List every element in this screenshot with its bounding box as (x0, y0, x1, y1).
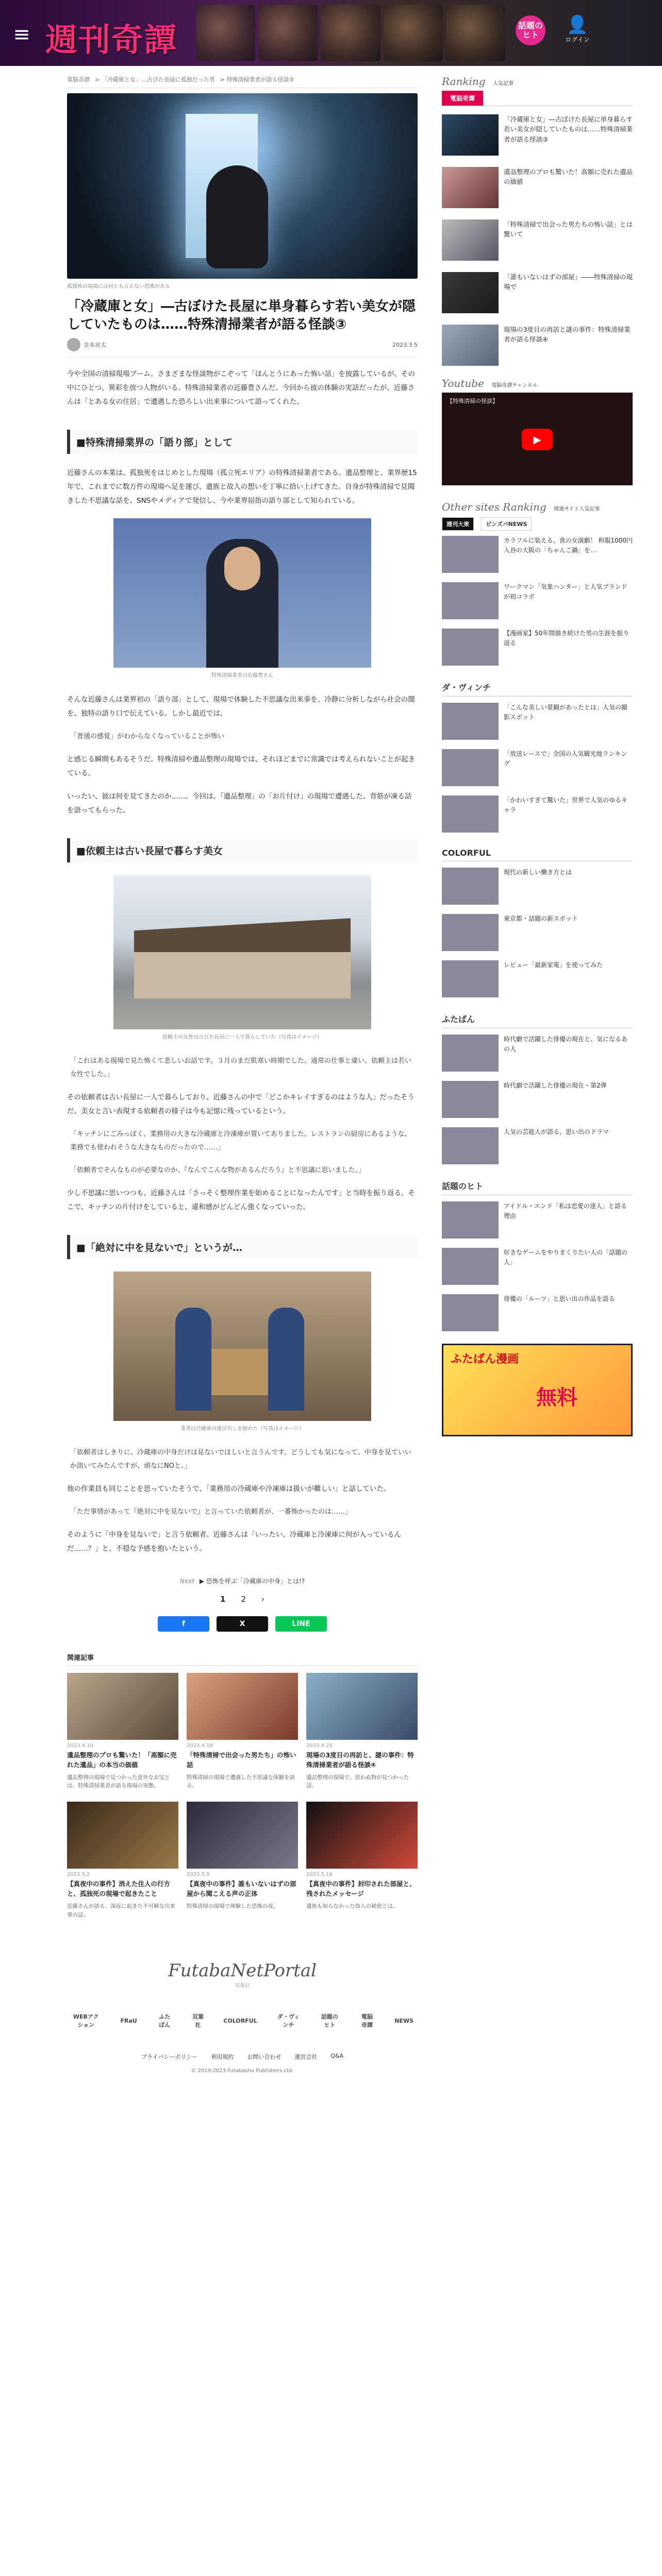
ranking-item[interactable] (442, 272, 633, 313)
brand-tab[interactable]: 週刊大衆 (442, 517, 474, 531)
related-date: 2023.5.16 (306, 1872, 333, 1878)
next-text: ▶ 恐怖を呼ぶ「冷蔵庫の中身」とは!? (199, 1578, 305, 1585)
paragraph: そのように「中身を見ないで」と言う依頼者。近藤さんは「いったい、冷蔵庫と冷凍庫に何が入っているんだ……？」と、不穏な予感を抱いたという。 (67, 1531, 401, 1553)
author-name: 金本亮太 (84, 342, 106, 349)
related-thumbnail (306, 1802, 418, 1869)
hero-image (67, 93, 418, 279)
other-thumbnail (442, 629, 499, 666)
site-header (0, 0, 662, 66)
other-thumbnail (442, 795, 499, 833)
footer-logo[interactable]: WEBアクション (73, 2013, 99, 2029)
portal-sub: 双葉社 (235, 1983, 250, 1989)
woman-silhouette (206, 165, 268, 268)
other-thumbnail (442, 1248, 499, 1285)
article-meta (67, 338, 418, 358)
ranking-thumbnail (442, 114, 499, 156)
paragraph: と感じる瞬間もあるそうだ。特殊清掃や遺品整理の現場では、それほどまでに常識では考えられないことが起きている。 (67, 755, 415, 778)
related-date: 2023.4.25 (306, 1743, 333, 1749)
other-thumbnail (442, 1035, 499, 1072)
page-number[interactable]: 2 (241, 1595, 246, 1604)
other-item[interactable] (442, 795, 633, 833)
footer-logo[interactable]: 電脳奇譚 (361, 2013, 373, 2029)
related-thumbnail (67, 1673, 178, 1740)
other-item[interactable] (442, 703, 633, 740)
worker-figure (175, 1308, 211, 1411)
hamburger-menu-icon[interactable]: ≡ (13, 23, 30, 46)
manga-badge: 無料 (536, 1386, 577, 1410)
facebook-share-button[interactable]: f (158, 1616, 209, 1632)
ranking-title: Ranking (442, 75, 486, 88)
footer-logo[interactable]: COLORFUL (223, 2017, 257, 2024)
related-title: 「特殊清掃で出会った男たち」の怖い話 (187, 1751, 296, 1769)
other-thumbnail (442, 703, 499, 740)
related-title: 【真夜中の事件】消えた住人の行方と、孤独死の現場で起きたこと (67, 1880, 171, 1898)
other-title: アイドル・エンド「私は恋愛の達人」と語る理由 (504, 1202, 627, 1219)
image-caption: 特殊清掃業者の近藤豊さん (211, 673, 273, 679)
footer (67, 1960, 418, 2084)
paragraph: そんな近藤さんは業界初の「語り部」として、現場で体験した不思議な出来事を、冷静に分析しながら社会の闇を、独特の語り口で伝えている。しかし最近では、 (67, 696, 415, 718)
article-title: 「冷蔵庫と女」―古ぼけた長屋に単身暮らす若い美女が隠していたものは……特殊清掃業者が語る怪談③ (67, 299, 416, 333)
breadcrumb-item[interactable]: 「冷蔵庫と女」…古びた長屋に孤独だった男 (101, 76, 215, 83)
other-thumbnail (442, 1127, 499, 1164)
quote: 「依頼者はしきりに、冷蔵庫の中身だけは見ないでほしいと言うんです。どうしても気になって、中身を見ていいか訊いてみたんですが、頑なにNOと。」 (70, 1449, 411, 1470)
other-title: 好きなゲームをやりまくりたい人の「話題の人」 (504, 1249, 628, 1266)
header-image (258, 5, 318, 61)
share-buttons (67, 1616, 418, 1632)
related-thumbnail (67, 1802, 178, 1869)
other-title: カラフルに装える、食の女演劇！ 和服1000円入谷の大阪の「ちゃんこ鍋」を… (504, 537, 633, 554)
other-title: 【漫画家】50年間描き続けた男の生涯を振り返る (504, 630, 630, 647)
footer-logo[interactable]: 双葉社 (192, 2013, 204, 2029)
article-column (67, 66, 418, 2084)
other-item[interactable] (442, 1035, 633, 1072)
other-item[interactable] (442, 536, 633, 573)
worker-figure (268, 1308, 304, 1411)
other-thumbnail (442, 868, 499, 905)
footer-logo[interactable]: ふたばん (159, 2013, 171, 2029)
related-title: 現場の3度目の再訪と、謎の事件：特殊清掃業者が語る怪談④ (306, 1751, 414, 1769)
footer-link[interactable]: プライバシーポリシー (141, 2054, 198, 2061)
ranking-title: 「冷蔵庫と女」―古ぼけた長屋に単身暮らす若い美女が隠していたものは……特殊清掃業者が語る怪談③ (504, 115, 633, 143)
avatar (67, 338, 80, 351)
paragraph: 少し不思議に思いつつも、近藤さんは「さっそく整理作業を始めることになったんです」と当時を振り返る。そこで、キッチンの片付けをしていると、違和感がどんどん強くなっていった。 (67, 1189, 415, 1212)
related-desc: 遺品整理の現場で、思わぬ物が見つかった話。 (306, 1774, 409, 1789)
other-item[interactable] (442, 582, 633, 619)
other-thumbnail (442, 1201, 499, 1239)
related-desc: 遺品整理の現場で見つかった意外なお宝とは。特殊清掃業者が語る現場の実態。 (67, 1774, 170, 1789)
footer-logo[interactable]: ダ・ヴィンチ (277, 2013, 300, 2029)
other-thumbnail (442, 960, 499, 997)
other-title: 「こんな美しい景観があったとは」人気の撮影スポット (504, 704, 627, 721)
tab-dennou-kitan[interactable]: 電脳奇譚 (442, 91, 483, 106)
breadcrumb-item: 特殊清掃業者が語る怪談③ (226, 76, 294, 83)
sidebar (442, 66, 633, 2084)
copyright: © 2019-2023 Futabasha Publishers Ltd. (191, 2068, 294, 2074)
block-logo[interactable]: COLORFUL (442, 845, 633, 861)
other-thumbnail (442, 536, 499, 573)
ranking-sub: 人気記事 (492, 81, 514, 87)
house-wall (134, 952, 351, 998)
footer-link[interactable]: Q&A (330, 2053, 344, 2060)
footer-link[interactable]: 利用規約 (211, 2054, 234, 2061)
related-grid (67, 1673, 418, 1919)
section-heading: ■依頼主は古い長屋で暮らす美女 (67, 838, 418, 862)
hero-caption: 孤独死の現場には何とも言えない恐怖がある (67, 284, 170, 290)
related-heading: 関連記事 (67, 1652, 418, 1666)
quote: 「キッチンにごみっぽく、業務用の大きな冷蔵庫と冷凍庫が置いてありました。レストランの厨房にあるような、業務でも使われそうな大きなものだったので……」 (70, 1130, 411, 1152)
play-icon[interactable]: ▶ (522, 429, 553, 450)
other-title: 時代劇で活躍した俳優の現在・第2弾 (504, 1082, 607, 1089)
ranking-heading (442, 75, 633, 88)
related-date: 2023.5.2 (67, 1872, 90, 1878)
ranking-thumbnail (442, 272, 499, 313)
block-logo[interactable]: 話題のヒト (442, 1177, 633, 1195)
other-title: ワークマン「気象ハンター」と人気ブランドが初コラボ (504, 583, 627, 600)
other-title: 時代劇で活躍した俳優の現在と、気になるあの人 (504, 1036, 628, 1053)
line-share-button[interactable]: LINE (275, 1616, 327, 1632)
quote: 「依頼者でそんなものが必要なのか、『なんでこんな物があるんだろう』と不思議に思いました。」 (70, 1166, 366, 1175)
related-card[interactable] (187, 1673, 298, 1790)
header-image (321, 5, 380, 61)
other-title: 「放送レースで」全国の人気観光地ランキング (504, 750, 627, 767)
other-title: 「かわいすぎて驚いた」世界で人気のゆるキャラ (504, 796, 628, 814)
related-title: 遺品整理のプロも驚いた！「高額に売れた遺品」の本当の価値 (67, 1751, 177, 1769)
other-title: 現代の新しい働き方とは (504, 869, 572, 876)
box-figure (211, 1349, 268, 1395)
youtube-embed[interactable] (442, 393, 633, 485)
related-thumbnail (306, 1673, 418, 1740)
related-thumbnail (187, 1673, 298, 1740)
breadcrumb-item[interactable]: 電脳奇譚 (67, 76, 90, 83)
other-title: 東京都・話題の新スポット (504, 915, 578, 922)
breadcrumb: 電脳奇譚 > 「冷蔵庫と女」…古びた長屋に孤独だった男 > 特殊清掃業者が語る怪談③ (67, 71, 418, 88)
other-title: レビュー「最新家電」を使ってみた (504, 961, 603, 969)
paragraph: その依頼者は古い長屋に一人で暮らしており、近藤さんの中で「どこかキレイすぎるのはような人」だったそうだ。美女と言い表現する依頼者の様子は今も記憶に残っているという。 (67, 1093, 415, 1116)
other-item[interactable] (442, 868, 633, 905)
man-face (224, 547, 260, 590)
youtube-sub: 電脳奇譚チャンネル (491, 383, 538, 388)
related-card[interactable] (67, 1802, 178, 1919)
header-image (446, 5, 505, 61)
ranking-item[interactable] (442, 219, 633, 261)
footer-logo[interactable]: FRaU (120, 2017, 137, 2024)
brand-tab[interactable]: ピンズバNEWS (481, 517, 532, 531)
other-thumbnail (442, 749, 499, 786)
ranking-title: 現場の3度目の再訪と謎の事件：特殊清掃業者が語る怪談④ (504, 326, 631, 344)
related-card[interactable] (187, 1802, 298, 1919)
user-icon: 👤 (566, 14, 589, 35)
other-item[interactable] (442, 1201, 633, 1239)
article-image (113, 875, 371, 1029)
ranking-item[interactable] (442, 167, 633, 208)
ranking-thumbnail (442, 325, 499, 366)
page-number[interactable]: 1 (220, 1595, 226, 1604)
ranking-title: 遺品整理のプロも驚いた！高額に売れた遺品の価値 (504, 168, 633, 186)
other-thumbnail (442, 914, 499, 951)
login-label: ログイン (565, 36, 590, 43)
article-image (113, 518, 371, 668)
other-item[interactable] (442, 1294, 633, 1331)
article-image (113, 1272, 371, 1421)
other-item[interactable] (442, 914, 633, 951)
section-heading: ■特殊清掃業界の「語り部」として (67, 430, 418, 454)
ranking-thumbnail (442, 167, 499, 208)
other-item[interactable] (442, 1081, 633, 1118)
other-title: 人気の芸能人が語る、思い出のドラマ (504, 1128, 609, 1136)
other-thumbnail (442, 1294, 499, 1331)
paragraph: いったい、彼は何を見てきたのか……。今回は、「遺品整理」の「お片付け」の現場で遭遇した、背筋が凍る話を語ってもらった。 (67, 792, 412, 815)
quote: 「ただ事情があって『絶対に中を見ないで』と言っていた依頼者が、一番怖かったのは……」 (70, 1508, 352, 1516)
header-image (384, 5, 443, 61)
x-share-button[interactable]: X (217, 1616, 268, 1632)
quote: 「普通の感覚」がわからなくなっていることが怖い (70, 733, 225, 741)
other-sub: 関連サイト人気記事 (554, 506, 600, 512)
related-desc: 特殊清掃の現場で体験した恐怖の夜。 (187, 1903, 279, 1909)
related-thumbnail (187, 1802, 298, 1869)
footer-logo[interactable]: 話題のヒト (321, 2013, 338, 2029)
other-thumbnail (442, 1081, 499, 1118)
related-desc: 近藤さんが語る、深夜に起きた不可解な出来事の話。 (67, 1903, 175, 1918)
article-lead: 今や全国の清掃現場ブーム。さまざまな怪談物がこぞって「ほんとうにあった怖い話」を披露しているが、その中にひとつ、異彩を放つ人物がいる。特殊清掃業者の近藤豊さんだ。今回から彼の体験の実話だったが、近藤さんは「とある女の住居」で遭遇した恐ろしい出来事について語ってくれた。 (67, 370, 415, 406)
author[interactable] (67, 338, 106, 351)
other-thumbnail (442, 582, 499, 619)
other-item[interactable] (442, 749, 633, 786)
related-desc: 特殊清掃の現場で遭遇した不思議な体験を語る。 (187, 1774, 295, 1789)
related-desc: 遺族も知らなかった故人の秘密とは。 (306, 1903, 399, 1909)
related-date: 2023.4.10 (67, 1743, 93, 1749)
footer-links (67, 2053, 418, 2061)
related-title: 【真夜中の事件】誰もいないはずの部屋から聞こえる声の正体 (187, 1880, 296, 1898)
other-item[interactable] (442, 960, 633, 997)
header-image (196, 5, 255, 61)
other-sites-heading (442, 501, 633, 513)
portal-logo[interactable] (67, 1960, 418, 1989)
footer-logo[interactable]: NEWS (394, 2017, 413, 2024)
paragraph: 近藤さんの本業は、孤独死をはじめとした現場（孤立死エリア）の特殊清掃業者である。遺品整理と、業界歴15年で、これまでに数万件の現場へ足を運び、遺族と故人の想いを丁寧に拾い上げてきた。自身が特殊清掃で見聞きした不思議な話を、SNSやメディアで発信し、今や業界屈指の語り部として知られている。 (67, 469, 417, 505)
related-card[interactable] (67, 1673, 178, 1790)
footer-link[interactable]: 運営会社 (294, 2054, 318, 2061)
other-item[interactable] (442, 1248, 633, 1285)
block-logo[interactable]: ダ・ヴィンチ (442, 678, 633, 697)
login-button[interactable] (562, 14, 593, 44)
hot-topics-badge[interactable]: 話題のヒト (516, 15, 545, 45)
other-item[interactable] (442, 1127, 633, 1164)
ranking-item[interactable] (442, 325, 633, 366)
header-decoration (196, 0, 505, 66)
quote: 「これはある現場で見た怖くて悲しいお話です。３月のまだ肌寒い時期でした。通常の仕事と違い、依頼主は若い女性でした。」 (70, 1057, 411, 1079)
brand-tabs (442, 517, 633, 531)
related-date: 2023.4.18 (187, 1743, 213, 1749)
manga-title: ふたばん漫画 (451, 1353, 519, 1366)
section-heading: ■「絶対に中を見ないで」というが… (67, 1235, 418, 1259)
other-item[interactable] (442, 629, 633, 666)
block-logo[interactable]: ふたばん (442, 1010, 633, 1028)
ranking-title: 「誰もいないはずの部屋」――特殊清掃の現場で (504, 273, 633, 291)
ranking-thumbnail (442, 219, 499, 261)
next-page-arrow-icon[interactable]: › (261, 1595, 264, 1604)
image-caption: 業者は冷蔵庫の運び出しを始めた（写真はイメージ） (180, 1426, 304, 1432)
youtube-video-title: 【特殊清掃の怪談】 (447, 398, 498, 404)
related-title: 【真夜中の事件】封印された部屋と、残されたメッセージ (306, 1880, 416, 1898)
related-card[interactable] (306, 1802, 418, 1919)
next-page-link[interactable] (67, 1577, 418, 1585)
other-title: Other sites Ranking (442, 501, 547, 513)
paragraph: 他の作業員も同じことを思っていたそうで、「業務用の冷蔵庫や冷凍庫は扱いが難しい」と話していた。 (67, 1485, 391, 1494)
publish-date: 2023.3.5 (392, 341, 418, 348)
youtube-heading (442, 377, 633, 389)
footer-link[interactable]: お問い合わせ (247, 2054, 282, 2061)
image-caption: 依頼主の女性は古びた長屋に一人で暮らしていた（写真はイメージ） (162, 1035, 322, 1041)
related-date: 2023.5.9 (187, 1872, 210, 1878)
ranking-item[interactable] (442, 114, 633, 156)
next-label: Next (179, 1578, 195, 1585)
manga-banner[interactable] (442, 1344, 633, 1436)
ranking-tabbar (442, 91, 633, 106)
other-title: 俳優の「ルーツ」と思い出の作品を語る (504, 1295, 615, 1302)
site-logo[interactable]: 週刊奇譚 (45, 21, 178, 59)
youtube-title: Youtube (442, 377, 484, 389)
ranking-title: 「特殊清掃で出会った男たちの怖い話」とは驚いて (504, 221, 633, 239)
related-card[interactable] (306, 1673, 418, 1790)
portal-name: FutabaNetPortal (168, 1960, 317, 1981)
footer-site-logos (67, 2009, 418, 2032)
pagination (67, 1595, 418, 1604)
